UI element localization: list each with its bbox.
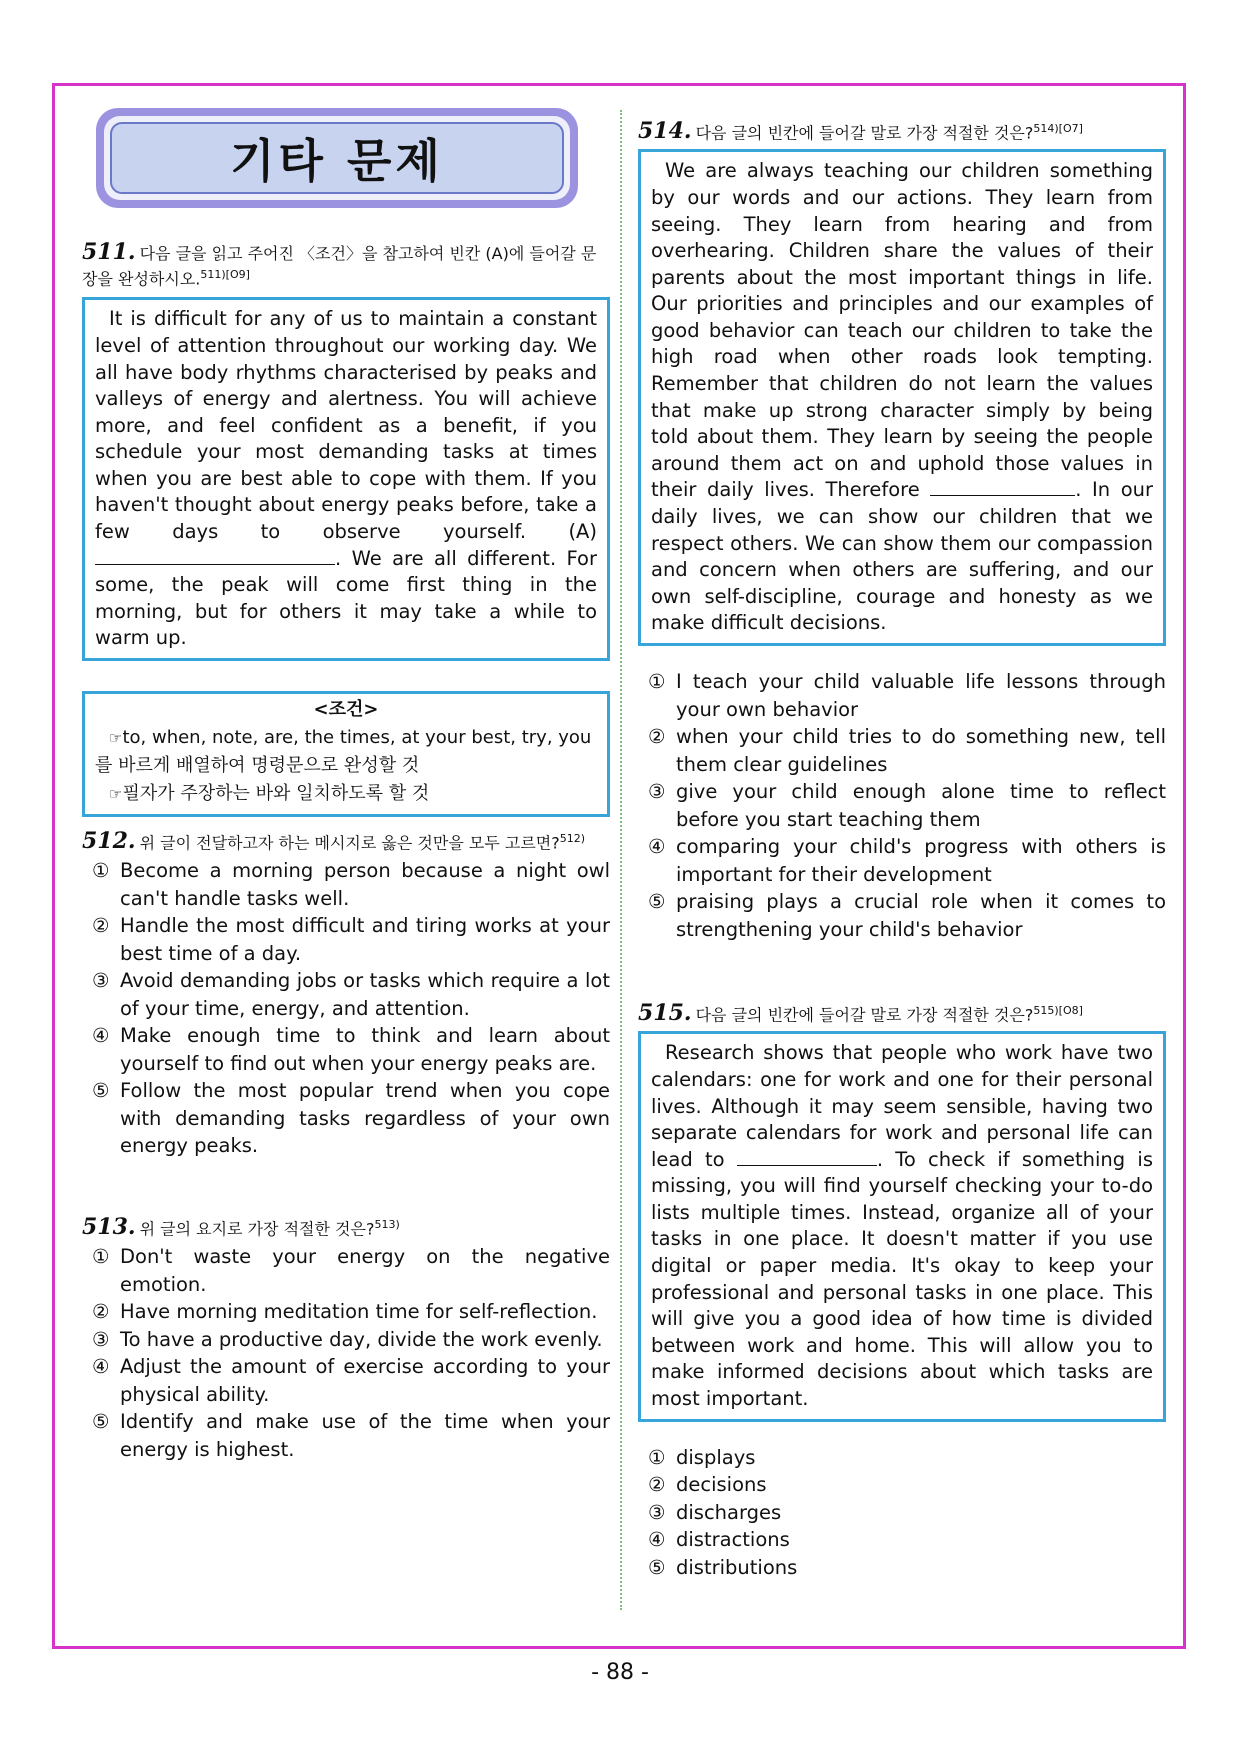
question-ref: 511)[O9]: [200, 268, 250, 281]
condition-2: ☞필자가 주장하는 바와 일치하도록 할 것: [109, 783, 430, 805]
question-ref: 513): [374, 1218, 400, 1231]
answer-option[interactable]: ① I teach your child valuable life lessons through your own behavior: [648, 670, 1166, 721]
question-prompt: 위 글이 전달하고자 하는 메시지로 옳은 것만을 모두 고르면?: [139, 833, 560, 853]
passage-text: We are always teaching our children something by our words and our actions. They learn from seeing. They learn from hearing and from overhearing. Children share the values of their parents about the most important things in life. Our priorities and principles and our examples of good behavior can teach our children to take the high road when other roads look tempting. Remember that children do not learn the values that make up strong character simply by being told about them. They learn by seeing the people around them act on and uphold those values in their daily lives. Therefore . In our daily lives, we can show our children that we respect others. We can show them our compassion and concern when others are suffering, and our own self-discipline, courage and honesty as we make difficult decisions.: [651, 159, 1154, 635]
question-number: 513.: [82, 1214, 136, 1241]
answer-options: [82, 857, 610, 1160]
blank: [737, 1147, 877, 1166]
answer-option[interactable]: ④ comparing your child's progress with others is important for their development: [648, 835, 1166, 886]
answer-option[interactable]: ① Don't waste your energy on the negative emotion.: [92, 1245, 610, 1296]
answer-option[interactable]: ③ To have a productive day, divide the work evenly.: [92, 1327, 603, 1351]
question-ref: 512): [559, 832, 586, 845]
answer-option[interactable]: ① Become a morning person because a night owl can't handle tasks well.: [92, 859, 610, 910]
question-prompt: 다음 글의 빈칸에 들어갈 말로 가장 적절한 것은?: [695, 1005, 1034, 1025]
answer-option[interactable]: ⑤ praising plays a crucial role when it comes to strengthening your child's behavior: [648, 890, 1166, 941]
question-number: 515.: [638, 1000, 692, 1027]
question-511-header: [82, 239, 610, 289]
question-513-header: [82, 1214, 610, 1239]
answer-option[interactable]: ⑤ distributions: [648, 1555, 798, 1579]
question-prompt: 다음 글의 빈칸에 들어갈 말로 가장 적절한 것은?: [695, 123, 1034, 143]
question-512-header: [82, 828, 610, 853]
conditions-title: <조건>: [313, 699, 379, 721]
blank: [930, 477, 1075, 496]
question-513: [82, 1214, 610, 1463]
question-515: [638, 1000, 1166, 1581]
passage-text: It is difficult for any of us to maintain a constant level of attention throughout our working day. We all have body rhythms characterised by peaks and valleys of energy and alertness. You will achieve more, and feel confident as a benefit, if you schedule your most demanding tasks at times when you are best able to cope with them. If you haven't thought about energy peaks before, take a few days to observe yourself. (A). We are all different. For some, the peak will come first thing in the morning, but for others it may take a while to warm up.: [95, 307, 597, 650]
answer-option[interactable]: ② when your child tries to do something new, tell them clear guidelines: [648, 725, 1166, 776]
answer-option[interactable]: ⑤ Follow the most popular trend when you cope with demanding tasks regardless of your own energy peaks.: [92, 1079, 610, 1158]
question-511: [82, 239, 610, 817]
pointing-hand-icon: ☞: [109, 729, 123, 748]
passage-box: [638, 149, 1166, 646]
answer-option[interactable]: ⑤ Identify and make use of the time when your energy is highest.: [92, 1410, 610, 1461]
passage-text: Research shows that people who work have two calendars: one for work and one for their personal lives. Although it may seem sensible, having two separate calendars for work and personal life can lead to . To check if something is missing, you will find yourself checking your to-do lists multiple times. Instead, organize all of your tasks in one place. It doesn't matter if you use digital or paper media. It's okay to keep your professional and personal tasks in one place. This will give you a good idea of how time is divided between work and home. This will allow you to make informed decisions about which tasks are most important.: [651, 1041, 1153, 1411]
condition-1: ☞to, when, note, are, the times, at your best, try, you를 바르게 배열하여 명령문으로 완성할 것: [95, 727, 592, 777]
question-514: [638, 118, 1166, 943]
answer-option[interactable]: ③ give your child enough alone time to reflect before you start teaching them: [648, 780, 1166, 831]
section-title-banner: [96, 108, 578, 208]
question-515-header: [638, 1000, 1166, 1025]
answer-option[interactable]: ③ Avoid demanding jobs or tasks which require a lot of your time, energy, and attention.: [92, 969, 610, 1020]
section-title: 기타 문제: [110, 122, 564, 194]
question-number: 514.: [638, 118, 692, 145]
question-ref: 515)[O8]: [1033, 1004, 1083, 1017]
question-number: 512.: [82, 828, 136, 855]
answer-option[interactable]: ④ Adjust the amount of exercise according to your physical ability.: [92, 1355, 610, 1406]
passage-box: [638, 1031, 1166, 1421]
page-number: - 88 -: [591, 1660, 649, 1685]
column-divider: [620, 110, 622, 1610]
question-prompt: 위 글의 요지로 가장 적절한 것은?: [139, 1219, 375, 1239]
answer-option[interactable]: ② Have morning meditation time for self-reflection.: [92, 1300, 598, 1324]
answer-option[interactable]: ④ Make enough time to think and learn about yourself to find out when your energy peaks are.: [92, 1024, 610, 1075]
answer-option[interactable]: ① displays: [648, 1445, 756, 1469]
question-prompt: 다음 글을 읽고 주어진 〈조건〉을 참고하여 빈칸 (A)에 들어갈 문장을 완성하시오.: [82, 244, 597, 289]
blank-a: [95, 546, 335, 565]
answer-options: [638, 1444, 1166, 1582]
question-512: [82, 828, 610, 1160]
conditions-box: [82, 691, 610, 817]
question-514-header: [638, 118, 1166, 143]
answer-option[interactable]: ② decisions: [648, 1473, 767, 1497]
question-number: 511.: [82, 239, 136, 265]
answer-option[interactable]: ③ discharges: [648, 1500, 782, 1524]
pointing-hand-icon: ☞: [109, 785, 123, 804]
answer-option[interactable]: ② Handle the most difficult and tiring works at your best time of a day.: [92, 914, 610, 965]
answer-option[interactable]: ④ distractions: [648, 1528, 790, 1552]
passage-box: [82, 297, 610, 661]
answer-options: [638, 668, 1166, 943]
question-ref: 514)[O7]: [1033, 122, 1083, 135]
answer-options: [82, 1243, 610, 1463]
